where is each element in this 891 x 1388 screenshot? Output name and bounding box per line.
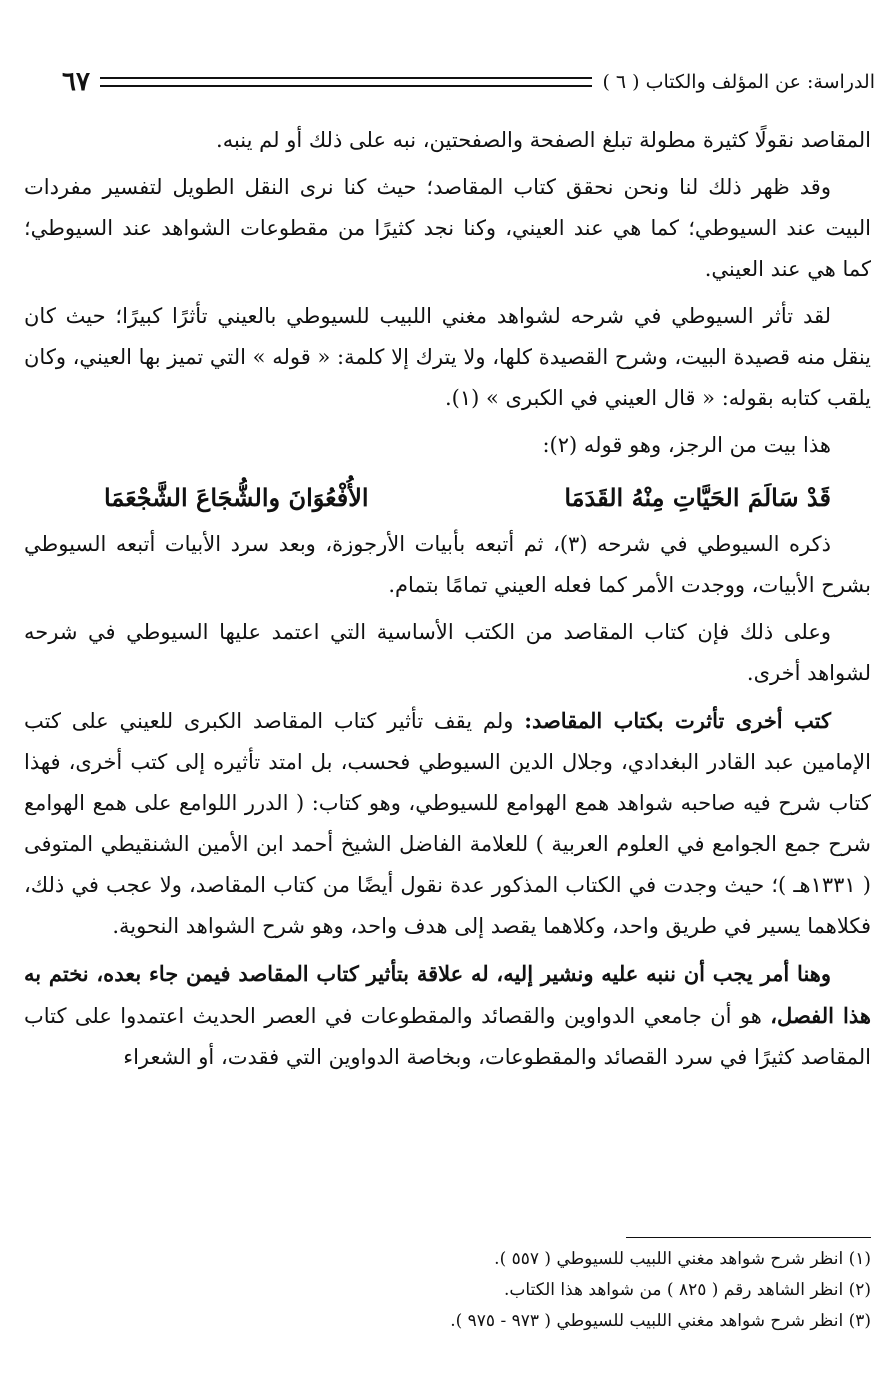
running-title: الدراسة: عن المؤلف والكتاب ( ٦ ) [602,71,875,93]
paragraph-7-text: ولم يقف تأثير كتاب المقاصد الكبرى للعيني على كتب الإمامين عبد القادر البغدادي، وجلال الدين السيوطي فحسب، بل امتد تأثيره إلى كتب أخرى، فهذا كتاب شرح فيه صاحبه شواهد همع الهوامع للسيوطي، وهو كتاب: ( الدرر اللوامع على همع الهوامع شرح جمع الجوامع في العلوم العربية ) للعلامة الفاضل الشيخ أحمد ابن الأمين الشنقيطي المتوفى ( ١٣٣١هـ )؛ حيث وجدت في الكتاب المذكور عدة نقول أيضًا من كتاب المقاصد، ولا عجب في ذلك، فكلاهما يسير في طريق واحد، وكلاهما يقصد إلى هدف واحد، وهو شرح الشواهد النحوية. [24,709,871,938]
footnote-2: (٢) انظر الشاهد رقم ( ٨٢٥ ) من شواهد هذا الكتاب. [503,1280,871,1300]
verse-second-hemistich: الأُفْعُوَانَ والشُّجَاعَ الشَّجْعَمَا [104,483,369,512]
paragraph-6: وعلى ذلك فإن كتاب المقاصد من الكتب الأساسية التي اعتمد عليها السيوطي في شرحه لشواهد أخرى. [24,620,871,685]
paragraph-8-bold: وهنا أمر يجب أن ننبه عليه ونشير إليه، له علاقة بتأثير كتاب المقاصد فيمن جاء بعده، نختم به هذا الفصل، [24,961,871,1028]
page-number: ٦٧ [62,67,90,97]
poetry-verse [24,472,871,524]
header-double-rule [100,77,593,87]
paragraph-8 [24,953,871,1078]
page-header [62,62,875,102]
footnote-separator [626,1237,871,1238]
footnotes [24,1244,871,1337]
footnote-3: (٣) انظر شرح شواهد مغني اللبيب للسيوطي ( ٩٧٣ - ٩٧٥ ). [450,1311,871,1331]
section-heading: كتب أخرى تأثرت بكتاب المقاصد: [524,708,831,733]
paragraph-4: هذا بيت من الرجز، وهو قوله (٢): [542,433,831,457]
paragraph-8-text: هو أن جامعي الدواوين والقصائد والمقطوعات في العصر الحديث اعتمدوا على كتاب المقاصد كثيرًا في سرد القصائد والمقطوعات، وبخاصة الدواوين التي فقدت، أو الشعراء [24,1004,871,1069]
paragraph-2: وقد ظهر ذلك لنا ونحن نحقق كتاب المقاصد؛ حيث كنا نرى النقل الطويل لتفسير مفردات البيت عند السيوطي؛ كما هي عند العيني، وكنا نجد كثيرًا من مقطوعات الشواهد عند السيوطي؛ كما هي عند العيني. [24,175,871,281]
paragraph-1: المقاصد نقولًا كثيرة مطولة تبلغ الصفحة والصفحتين، نبه على ذلك أو لم ينبه. [216,128,871,152]
verse-first-hemistich: قَدْ سَالَمَ الحَيَّاتِ مِنْهُ القَدَمَا [564,483,831,512]
paragraph-7 [24,700,871,947]
main-text [24,120,871,1084]
footnote-1: (١) انظر شرح شواهد مغني اللبيب للسيوطي ( ٥٥٧ ). [494,1249,871,1269]
paragraph-3: لقد تأثر السيوطي في شرحه لشواهد مغني اللبيب للسيوطي بالعيني تأثرًا كبيرًا؛ حيث كان ينقل منه قصيدة البيت، وشرح القصيدة كلها، ولا يترك إلا كلمة: « قوله » التي تميز بها العيني، وكان يلقب كتابه بقوله: « قال العيني في الكبرى » (١). [24,304,871,410]
paragraph-5: ذكره السيوطي في شرحه (٣)، ثم أتبعه بأبيات الأرجوزة، وبعد سرد الأبيات أتبعه السيوطي بشرح الأبيات، ووجدت الأمر كما فعله العيني تمامًا بتمام. [24,532,871,597]
